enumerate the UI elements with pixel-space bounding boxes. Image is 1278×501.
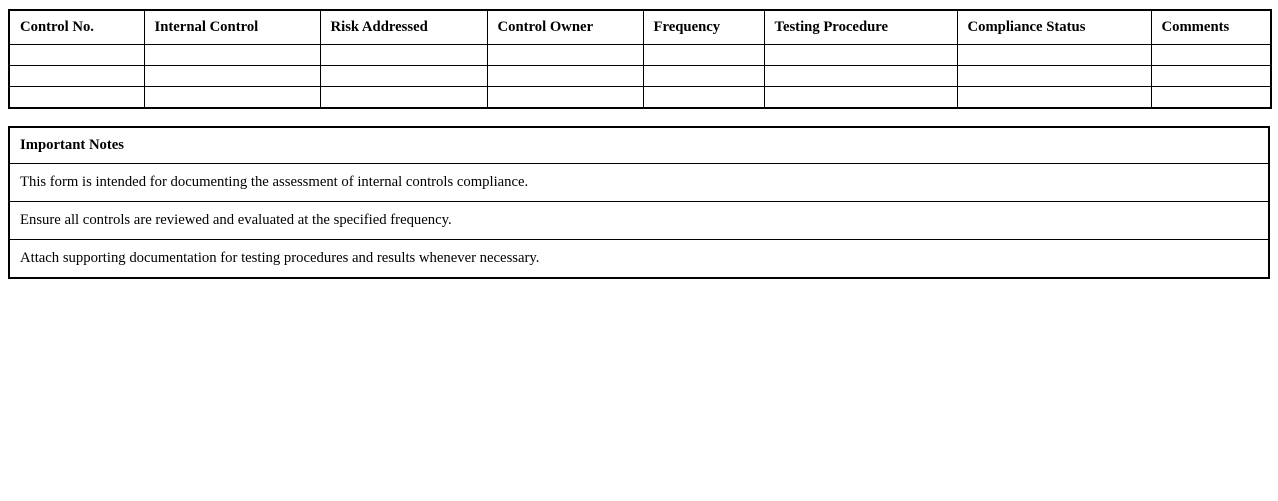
column-header-risk-addressed: Risk Addressed (320, 10, 487, 45)
table-cell (487, 66, 643, 87)
notes-title: Important Notes (9, 127, 1269, 164)
column-header-control-owner: Control Owner (487, 10, 643, 45)
table-cell (144, 45, 320, 66)
table-cell (764, 87, 957, 109)
table-cell (320, 66, 487, 87)
table-row (9, 87, 1271, 109)
table-cell (1151, 87, 1271, 109)
column-header-comments: Comments (1151, 10, 1271, 45)
table-cell (144, 66, 320, 87)
table-cell (144, 87, 320, 109)
table-cell (1151, 66, 1271, 87)
table-cell (643, 66, 764, 87)
table-cell (643, 87, 764, 109)
note-row (9, 164, 1269, 202)
table-cell (957, 45, 1151, 66)
column-header-frequency: Frequency (643, 10, 764, 45)
table-cell (643, 45, 764, 66)
notes-header-row (9, 127, 1269, 164)
table-cell (320, 87, 487, 109)
column-header-control-no: Control No. (9, 10, 144, 45)
table-cell (9, 87, 144, 109)
table-row (9, 45, 1271, 66)
table-cell (957, 66, 1151, 87)
note-row (9, 202, 1269, 240)
column-header-internal-control: Internal Control (144, 10, 320, 45)
controls-table-header-row (9, 10, 1271, 45)
table-cell (764, 45, 957, 66)
table-cell (9, 45, 144, 66)
note-text: Ensure all controls are reviewed and evaluated at the specified frequency. (9, 202, 1269, 240)
table-row (9, 66, 1271, 87)
notes-table (8, 126, 1270, 279)
table-cell (957, 87, 1151, 109)
column-header-compliance-status: Compliance Status (957, 10, 1151, 45)
controls-table (8, 9, 1272, 109)
note-row (9, 240, 1269, 279)
table-cell (320, 45, 487, 66)
table-cell (487, 45, 643, 66)
table-cell (1151, 45, 1271, 66)
table-cell (9, 66, 144, 87)
table-cell (764, 66, 957, 87)
table-cell (487, 87, 643, 109)
note-text: This form is intended for documenting the assessment of internal controls compliance. (9, 164, 1269, 202)
column-header-testing-procedure: Testing Procedure (764, 10, 957, 45)
note-text: Attach supporting documentation for testing procedures and results whenever necessary. (9, 240, 1269, 279)
